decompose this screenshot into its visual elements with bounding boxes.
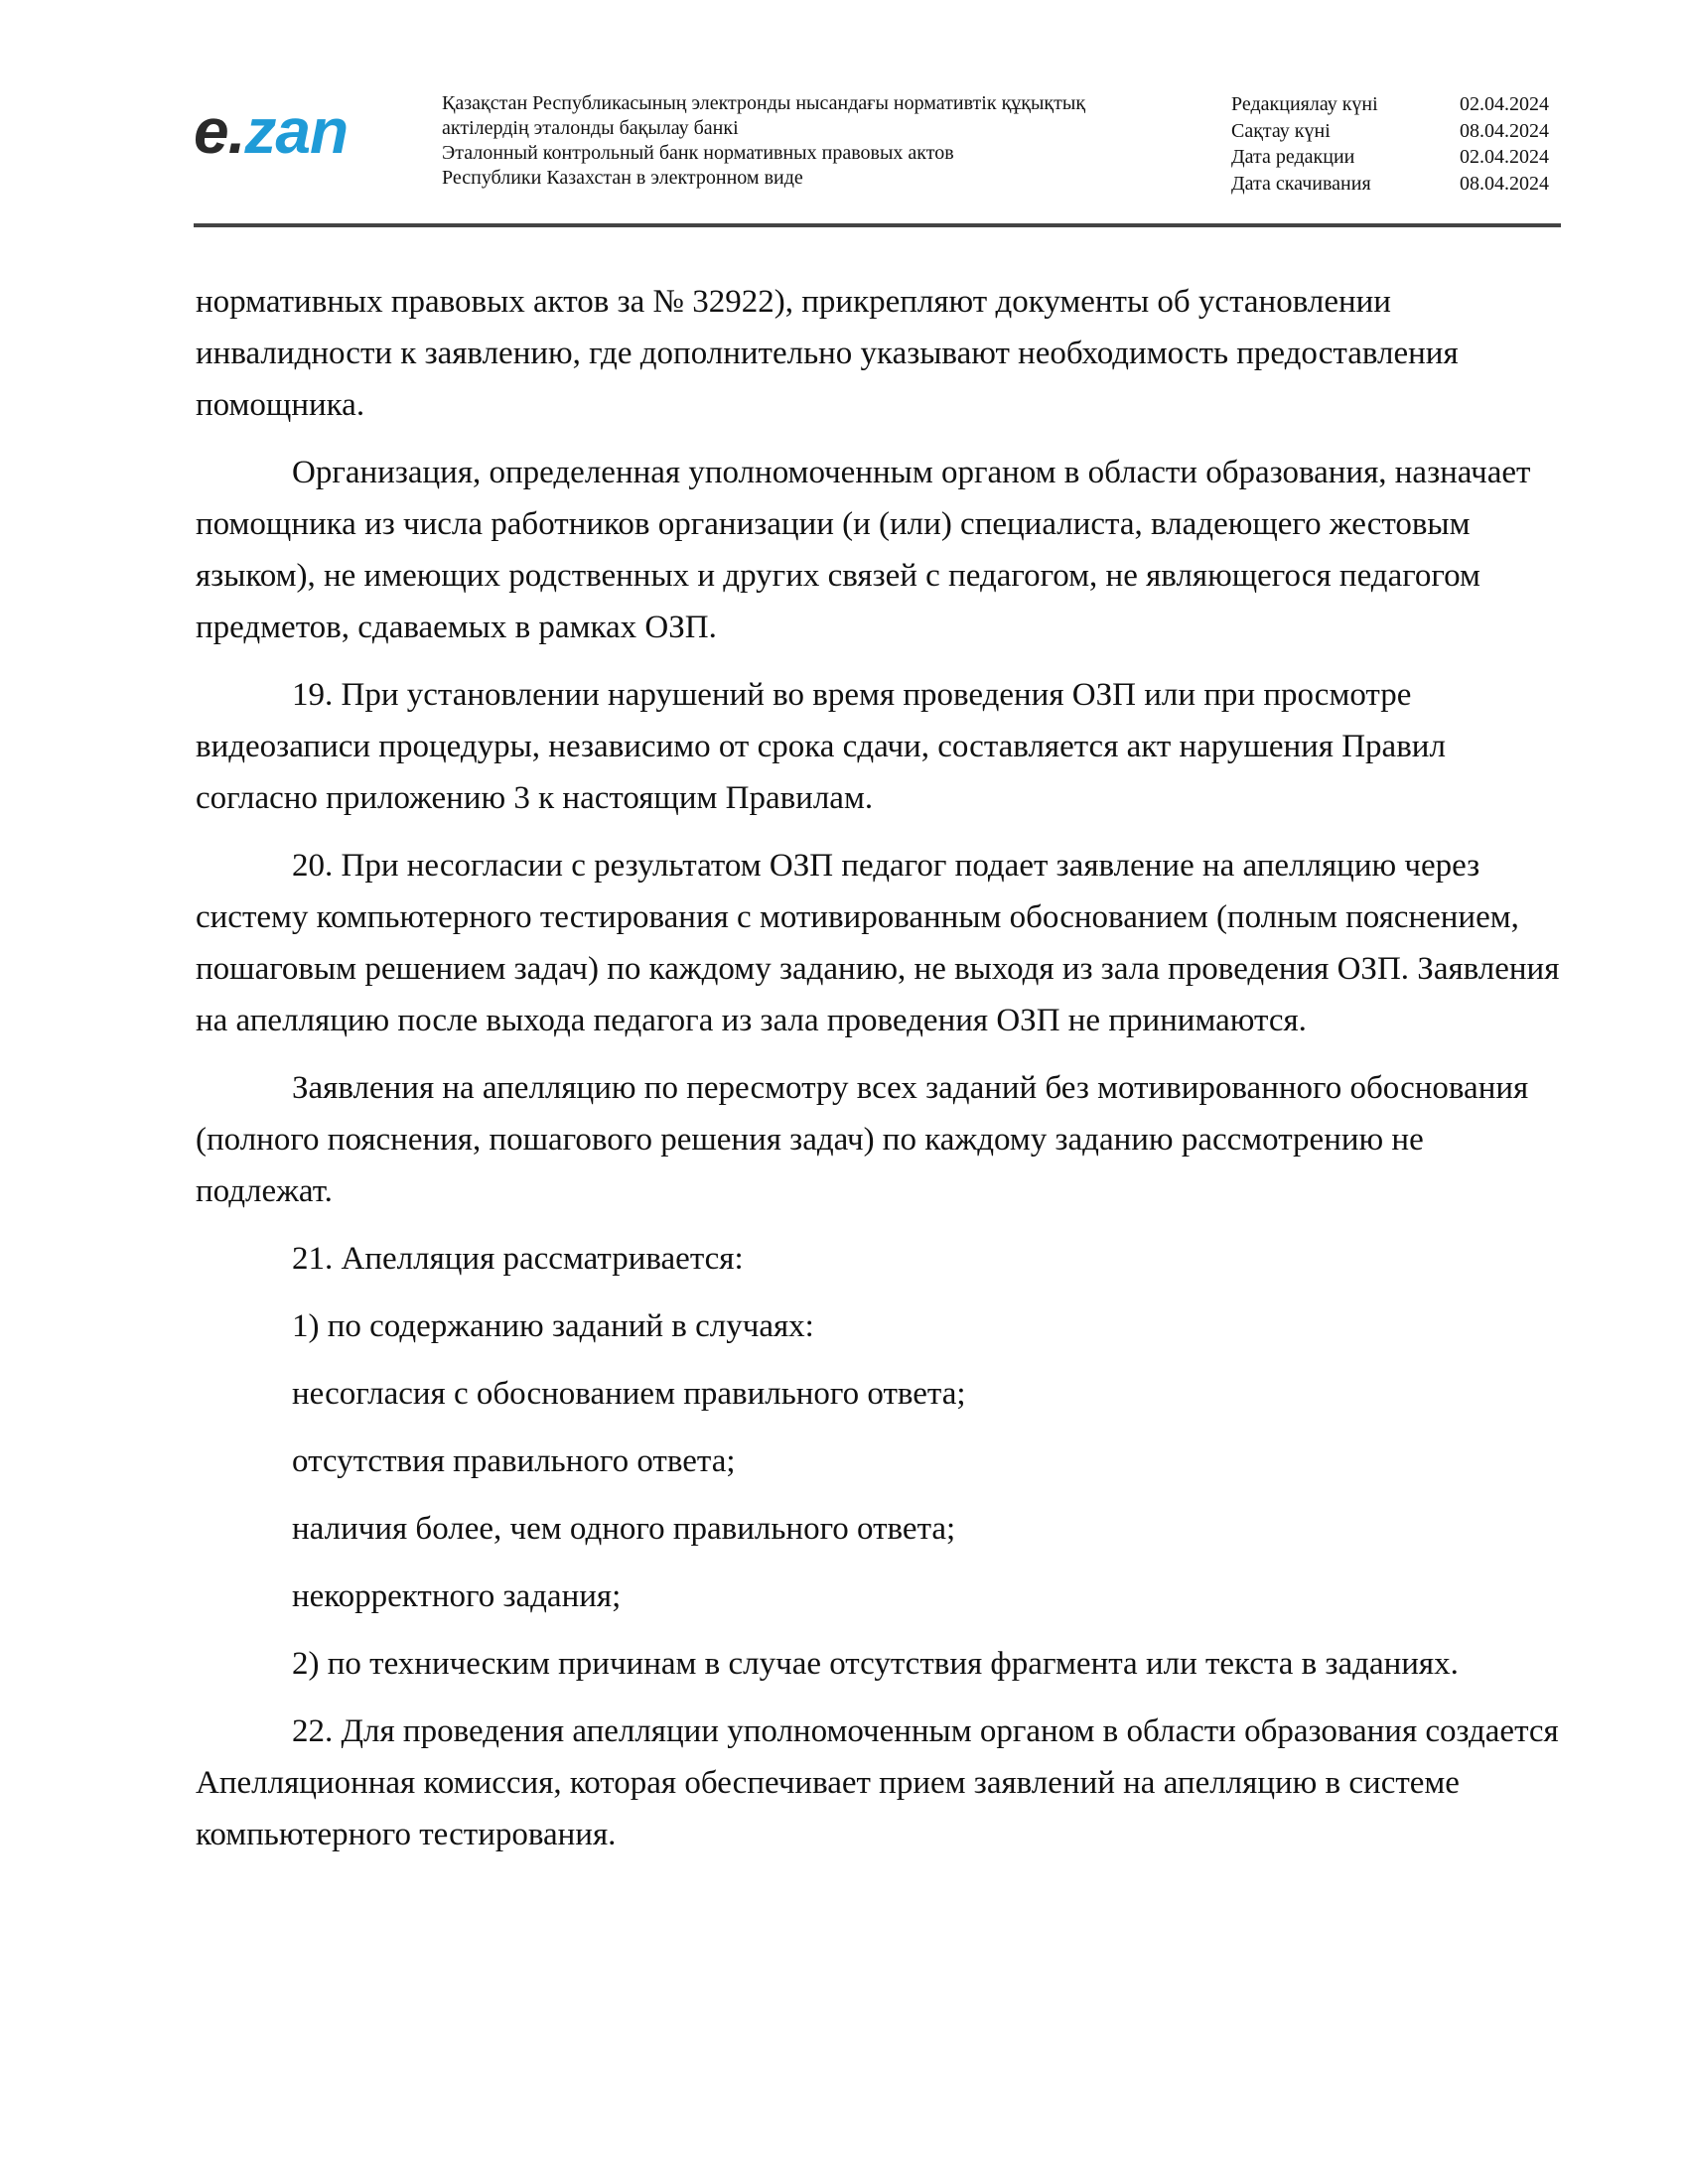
date-row-download-ru — [1231, 171, 1559, 198]
logo-dot: . — [227, 95, 245, 167]
date-row-save-kz — [1231, 118, 1559, 145]
document-body — [196, 276, 1561, 1876]
paragraph: Заявления на апелляцию по пересмотру всех заданий без мотивированного обоснования (полного пояснения, пошагового решения задач) по каждому заданию рассмотрению не подлежат. — [196, 1070, 1529, 1209]
header-description-line: Қазақстан Республикасының электронды нысандағы нормативтік құқықтық — [442, 92, 1086, 114]
date-row-edit-ru — [1231, 144, 1559, 171]
document-header — [194, 85, 1559, 224]
paragraph-clause-21: 21. Апелляция рассматривается: — [292, 1241, 744, 1277]
header-description-line: Республики Казахстан в электронном виде — [442, 167, 803, 189]
paragraph-clause-22: 22. Для проведения апелляции уполномоченным органом в области образования создается Апелляционная комиссия, которая обеспечивает прием заявлений на апелляцию в системе компьютерного тестирования. — [196, 1713, 1559, 1852]
date-value: 02.04.2024 — [1460, 146, 1549, 168]
date-label: Дата редакции — [1231, 146, 1355, 168]
date-label: Редакциялау күні — [1231, 93, 1378, 115]
date-value: 08.04.2024 — [1460, 119, 1549, 142]
header-description — [442, 91, 1157, 191]
date-row-edit-kz — [1231, 91, 1559, 118]
date-value: 08.04.2024 — [1460, 172, 1549, 195]
list-item: 1) по содержанию заданий в случаях: — [292, 1308, 814, 1344]
header-dates — [1231, 91, 1559, 197]
list-item: некорректного задания; — [292, 1578, 622, 1614]
paragraph: Организация, определенная уполномоченным органом в области образования, назначает помощника из числа работников организации (и (или) специалиста, владеющего жестовым языком), не имеющих родственных и других связей с педагогом, не являющегося педагогом предметов, сдаваемых в рамках ОЗП. — [196, 455, 1531, 645]
paragraph-clause-19: 19. При установлении нарушений во время проведения ОЗП или при просмотре видеозаписи процедуры, независимо от срока сдачи, составляется акт нарушения Правил согласно приложению 3 к настоящим Правилам. — [196, 677, 1446, 816]
date-label: Сақтау күні — [1231, 119, 1331, 142]
list-item: отсутствия правильного ответа; — [292, 1443, 736, 1479]
logo-e: e — [194, 95, 228, 167]
date-label: Дата скачивания — [1231, 172, 1371, 195]
ezan-logo — [194, 95, 349, 167]
list-item: наличия более, чем одного правильного ответа; — [292, 1511, 956, 1547]
header-description-line: Эталонный контрольный банк нормативных правовых актов — [442, 142, 954, 164]
logo-zan: zan — [244, 95, 349, 167]
paragraph: нормативных правовых актов за № 32922), прикрепляют документы об установлении инвалидности к заявлению, где дополнительно указывают необходимость предоставления помощника. — [196, 284, 1459, 423]
header-divider — [194, 223, 1561, 227]
list-item: несогласия с обоснованием правильного ответа; — [292, 1376, 966, 1412]
header-description-line: актілердің эталонды бақылау банкі — [442, 117, 739, 139]
list-item: 2) по техническим причинам в случае отсутствия фрагмента или текста в заданиях. — [292, 1646, 1459, 1682]
paragraph-clause-20: 20. При несогласии с результатом ОЗП педагог подает заявление на апелляцию через систему компьютерного тестирования с мотивированным обоснованием (полным пояснением, пошаговым решением задач) по каждому заданию, не выходя из зала проведения ОЗП. Заявления на апелляцию после выхода педагога из зала проведения ОЗП не принимаются. — [196, 848, 1560, 1038]
date-value: 02.04.2024 — [1460, 93, 1549, 115]
